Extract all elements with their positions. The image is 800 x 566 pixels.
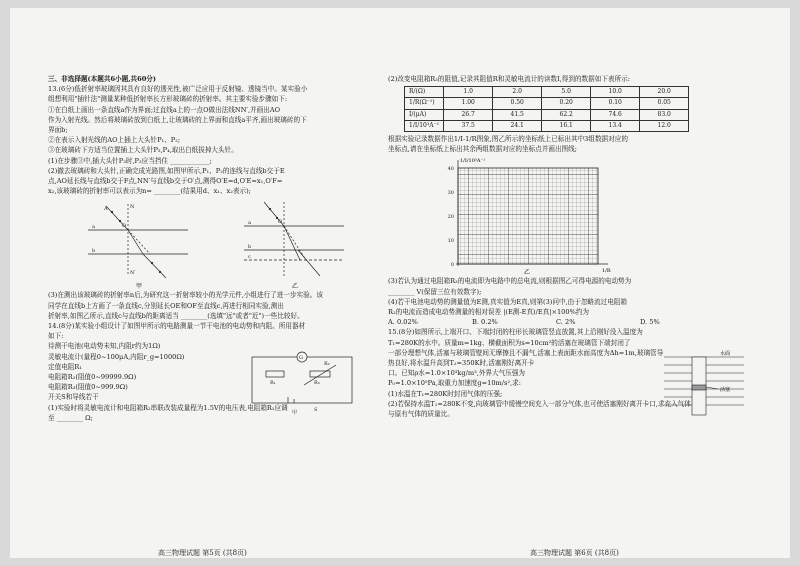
table-row <box>405 109 689 120</box>
svg-text:R₁: R₁ <box>270 380 276 387</box>
text-line: (1)在步骤③中,插大头针P₃时,P₃应当挡住 ____________; <box>48 156 212 165</box>
text-line: (2)若保持水温T₁=280K不变,向玻璃管中缓慢空间充入一部分气体,也可使活塞刚好离开卡口,求充入气体 <box>388 399 691 408</box>
y-tick: 20 <box>447 214 454 221</box>
table-row <box>405 98 689 109</box>
text-line: 如下: <box>48 332 64 341</box>
text-line: 组想利用"插针法"测量某种低折射率长方形玻璃砖的折射率。其主要实验步骤如下: <box>48 95 288 104</box>
y-tick: 30 <box>447 190 454 197</box>
exam-sheet <box>10 8 790 558</box>
text-line: 折射率,如图乙所示,直线c与直线b的距离适当 ________(选填"远"或者"近")一些比较好。 <box>48 311 304 320</box>
table-cell: 0.50 <box>493 98 542 109</box>
text-line: 界面b; <box>48 126 68 135</box>
table-header-cell: R/(Ω) <box>405 87 444 98</box>
question-14-part3-4 <box>388 276 744 317</box>
tube-diagram <box>664 345 744 419</box>
text-line: 热良好,将水温升高到T₂=350K时,活塞刚好离开卡 <box>388 359 535 368</box>
refraction-diagrams <box>48 196 364 290</box>
footer-page-6: 高三物理试题 第6页 (共8页) <box>530 549 619 557</box>
question-14-block <box>48 321 364 423</box>
text-line: (2)撤去玻璃砖和大头针,正确完成光路图,如图甲所示,P₁、P₂的连线与直线b交于E <box>48 166 285 175</box>
text-line: 同学在直线b上方画了一条直线c,分别延长OE和OF至直线c,再进行相同实验,测出 <box>48 301 284 310</box>
svg-text:G: G <box>299 355 303 362</box>
svg-text:A: A <box>104 206 108 213</box>
text-line: 坐标点,请在坐标纸上标出其余两组数据对应的坐标点并画出图线; <box>388 145 577 154</box>
table-cell: 26.7 <box>444 109 493 120</box>
table-cell: 20.0 <box>640 87 689 98</box>
text-line: 15.(8分)如图所示,上端开口、下端封闭的柱形长玻璃管竖直放置,其上沿刚好没入温度为 <box>388 328 643 337</box>
question-13 <box>48 84 364 196</box>
svg-text:a: a <box>92 224 95 231</box>
fig-a-caption: 甲 <box>136 283 143 291</box>
answer-options <box>388 317 744 327</box>
table-cell: 1.00 <box>444 98 493 109</box>
fig-b-caption: 乙 <box>292 283 299 291</box>
graph-paper <box>388 154 744 276</box>
svg-text:O: O <box>122 223 127 230</box>
y-tick: 0 <box>450 262 454 269</box>
text-line: 口。已知ρ水=1.0×10³kg/m³,外界大气压强为 <box>388 369 526 378</box>
option-d: D. 5% <box>640 318 660 327</box>
text-line: (1)实验时将灵敏电流计和电阻箱R₂串联改装成量程为1.5V的电压表,电阻箱R₂应调 <box>48 403 288 412</box>
table-cell: 41.5 <box>493 109 542 120</box>
table-cell: 10.0 <box>591 87 640 98</box>
svg-text:N′: N′ <box>130 270 136 277</box>
text-line: 待测干电池(电动势未知,内阻r约为1Ω) <box>48 342 161 351</box>
svg-text:R₃: R₃ <box>314 380 320 387</box>
y-tick: 10 <box>447 238 454 245</box>
table-cell: 0.20 <box>542 98 591 109</box>
text-line: ②在表示入射光线的AO上插上大头针P₁、P₂; <box>48 136 181 145</box>
svg-text:a: a <box>248 220 251 227</box>
table-cell: 13.4 <box>591 120 640 131</box>
option-b: B. 0.2% <box>472 318 498 327</box>
table-cell: 12.0 <box>640 120 689 131</box>
text-line: 开关S和导线若干 <box>48 393 99 402</box>
text-line: 灵敏电流计(量程0~100μA,内阻r_g=1000Ω) <box>48 352 185 361</box>
question-14-part2 <box>388 74 744 84</box>
text-line: ③在玻璃砖下方适当位置插上大头针P₃,P₄,取出白纸拔掉大头针。 <box>48 146 238 155</box>
text-line: P₀=1.0×10⁵Pa,取重力加速度g=10m/s²,求: <box>388 379 521 388</box>
text-line: 14.(8分)某实验小组设计了如图甲所示的电路测量一节干电池的电动势和内阻。所用器材 <box>48 322 306 331</box>
table-header-cell: 1/R(Ω⁻¹) <box>405 98 444 109</box>
text-line: 与原有气体的质量比。 <box>388 410 454 419</box>
question-13-part3 <box>48 290 364 321</box>
text-line: 电阻箱R₃(阻值0~999.9Ω) <box>48 383 128 392</box>
table-cell: 2.0 <box>493 87 542 98</box>
table-cell: 74.6 <box>591 109 640 120</box>
text-line: (1)水温在T₁=280K时封闭气体的压强; <box>388 389 503 398</box>
graph-instructions <box>388 134 744 154</box>
table-cell: 1.0 <box>444 87 493 98</box>
text-line: 至 ________ Ω; <box>48 413 93 422</box>
table-cell: 37.5 <box>444 120 493 131</box>
text-line: 根据实验记录数据作出1/I-1/R图象,图乙所示的坐标纸上已标出其中3组数据对应的 <box>388 135 628 144</box>
table-header-cell: I/(μA) <box>405 109 444 120</box>
table-cell: 83.0 <box>640 109 689 120</box>
page-6 <box>388 74 744 419</box>
y-tick: 40 <box>447 166 454 173</box>
graph-figure <box>388 154 744 276</box>
table-row <box>405 120 689 131</box>
table-row <box>405 87 689 98</box>
text-line: 一部分理想气体,活塞与玻璃管壁间无摩擦且不漏气,活塞上表面距水面高度为Δh=1m,玻璃管导 <box>388 348 664 357</box>
text-line: (4)若干电池电动势的测量值为E测,真实值为E真,则第(3)问中,由于忽略流过电阻箱 <box>388 297 627 306</box>
page-5 <box>48 74 364 423</box>
circuit-caption: 甲 <box>292 410 298 416</box>
text-line: (3)若认为通过电阻箱R₃的电流即为电路中的总电流,则根据图乙可得电源的电动势为 <box>388 277 632 286</box>
figure-13 <box>48 196 364 290</box>
text-line: 13.(6分)低折射率玻璃因其具有良好的透光性,被广泛应用于反射镜、透镜当中。某实验小 <box>48 85 308 94</box>
text-line: R₂的电流而造成电动势测量的相对误差 |(E测-E真)/E真|×100%约为 <box>388 308 590 317</box>
y-axis-label: 1/I/10³A⁻¹ <box>460 158 486 165</box>
section-title: 三、非选择题(本题共6小题,共60分) <box>48 75 157 83</box>
svg-text:b: b <box>92 248 96 255</box>
text-line: 定值电阻R₁ <box>48 362 82 371</box>
graph-caption: 乙 <box>524 269 531 277</box>
svg-text:N: N <box>130 204 135 211</box>
text-line: (2)改变电阻箱R₃的阻值,记录其阻值R和灵敏电流计的读数I,得到的数据如下表所示: <box>388 75 630 83</box>
text-line: ________ V(保留三位有效数字); <box>388 287 482 296</box>
table-cell: 5.0 <box>542 87 591 98</box>
svg-text:O: O <box>278 219 283 226</box>
text-line: 电阻箱R₂(阻值0~99999.9Ω) <box>48 373 137 382</box>
svg-text:b: b <box>248 244 252 251</box>
footer-page-5: 高三物理试题 第5页 (共8页) <box>158 549 247 557</box>
option-c: C. 2% <box>556 318 576 327</box>
data-table <box>404 86 689 132</box>
table-header-cell: 1/I/10³A⁻¹ <box>405 120 444 131</box>
text-line: 作为入射光线。然后将玻璃砖放到白纸上,让玻璃砖的上界面和直线a平齐,画出玻璃砖的下 <box>48 115 307 124</box>
svg-text:R₂: R₂ <box>324 361 330 368</box>
svg-text:S: S <box>314 407 318 414</box>
piston-label: 活塞 <box>720 387 731 394</box>
table-cell: 62.2 <box>542 109 591 120</box>
text-line: T₁=280K的水中。质量m=1kg、横截面积为s=10cm²的活塞在玻璃管下端封闭了 <box>388 338 631 347</box>
text-line: ①在白纸上画出一条直线a作为界面;过直线a上的一点O做出法线NN′,并画出AO <box>48 105 281 114</box>
svg-text:c: c <box>248 254 251 261</box>
table-cell: 24.1 <box>493 120 542 131</box>
text-line: 点,AO延长线与直线b交于F点,NN′与直线b交于O′点,测得O′E=d,O′E=x₁,O′F= <box>48 177 283 186</box>
table-cell: 0.05 <box>640 98 689 109</box>
x-axis-label: 1/R <box>602 268 611 275</box>
option-a: A. 0.02% <box>388 318 418 327</box>
text-line: x₂,该玻璃砖的折射率可以表示为n= ________(结果用d、x₁、x₂表示); <box>48 187 251 196</box>
water-surface-label: 水面 <box>720 351 731 358</box>
text-line: (3)在测出该玻璃砖的折射率n后,为研究这一折射率较小的光学元件,小组进行了进一步实验。该 <box>48 291 323 300</box>
question-15-block <box>388 327 744 419</box>
table-cell: 16.1 <box>542 120 591 131</box>
circuit-diagram <box>244 351 362 415</box>
table-cell: 0.10 <box>591 98 640 109</box>
